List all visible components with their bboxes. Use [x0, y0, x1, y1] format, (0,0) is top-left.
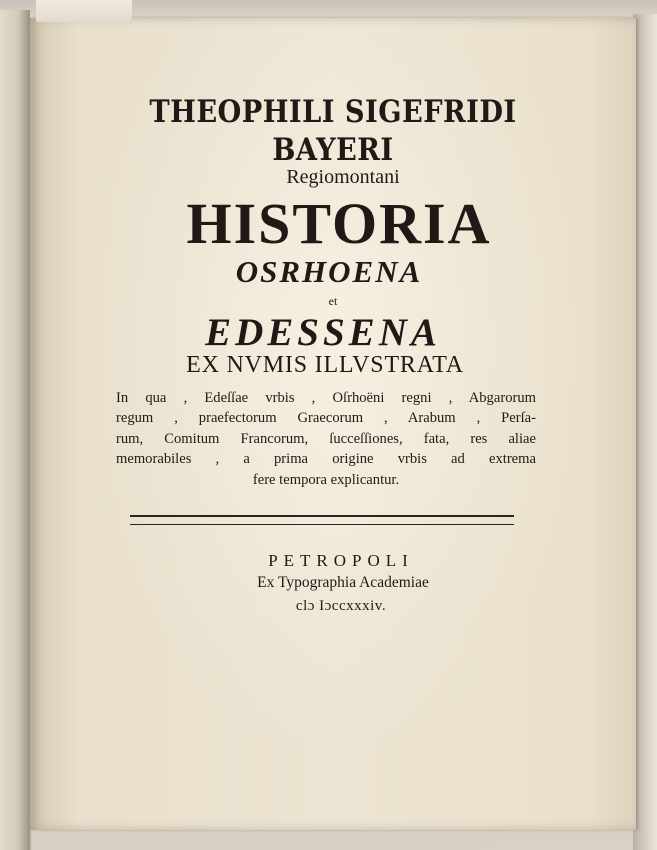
paper-tear	[36, 0, 132, 22]
description-line: rum, Comitum Francorum, ſucceſſiones, fata, res aliae	[116, 430, 536, 447]
right-page-edge	[633, 14, 657, 850]
double-rule-bottom	[130, 524, 514, 525]
subtitle: EX NVMIS ILLVSTRATA	[186, 352, 464, 378]
author-origin: Regiomontani	[286, 166, 400, 188]
title-conjunction: et	[328, 294, 338, 308]
double-rule-top	[130, 515, 514, 517]
main-title-line2: OSRHOENA	[235, 254, 423, 289]
main-title-line1: HISTORIA	[186, 191, 492, 256]
author-name-line2: BAYERI	[272, 132, 394, 168]
main-title-line3: EDESSENA	[205, 311, 441, 354]
description-line: memorabiles , a prima origine vrbis ad extrema	[116, 451, 536, 468]
imprint-place: PETROPOLI	[268, 551, 414, 570]
imprint-year: clɔ Iɔccxxxiv.	[295, 598, 387, 614]
imprint-printer: Ex Typographia Academiae	[257, 574, 429, 591]
description-line: regum , praefectorum Graecorum , Arabum , Perſa-	[116, 410, 536, 427]
author-name-line1: THEOPHILI SIGEFRIDI	[149, 94, 517, 130]
description-line: In qua , Edeſſae vrbis , Oſrhoëni regni , Abgarorum	[116, 390, 536, 406]
title-page	[30, 18, 636, 830]
left-page-edge	[0, 10, 30, 850]
description-paragraph	[116, 388, 536, 490]
description-line: fere tempora explicantur.	[252, 471, 400, 488]
